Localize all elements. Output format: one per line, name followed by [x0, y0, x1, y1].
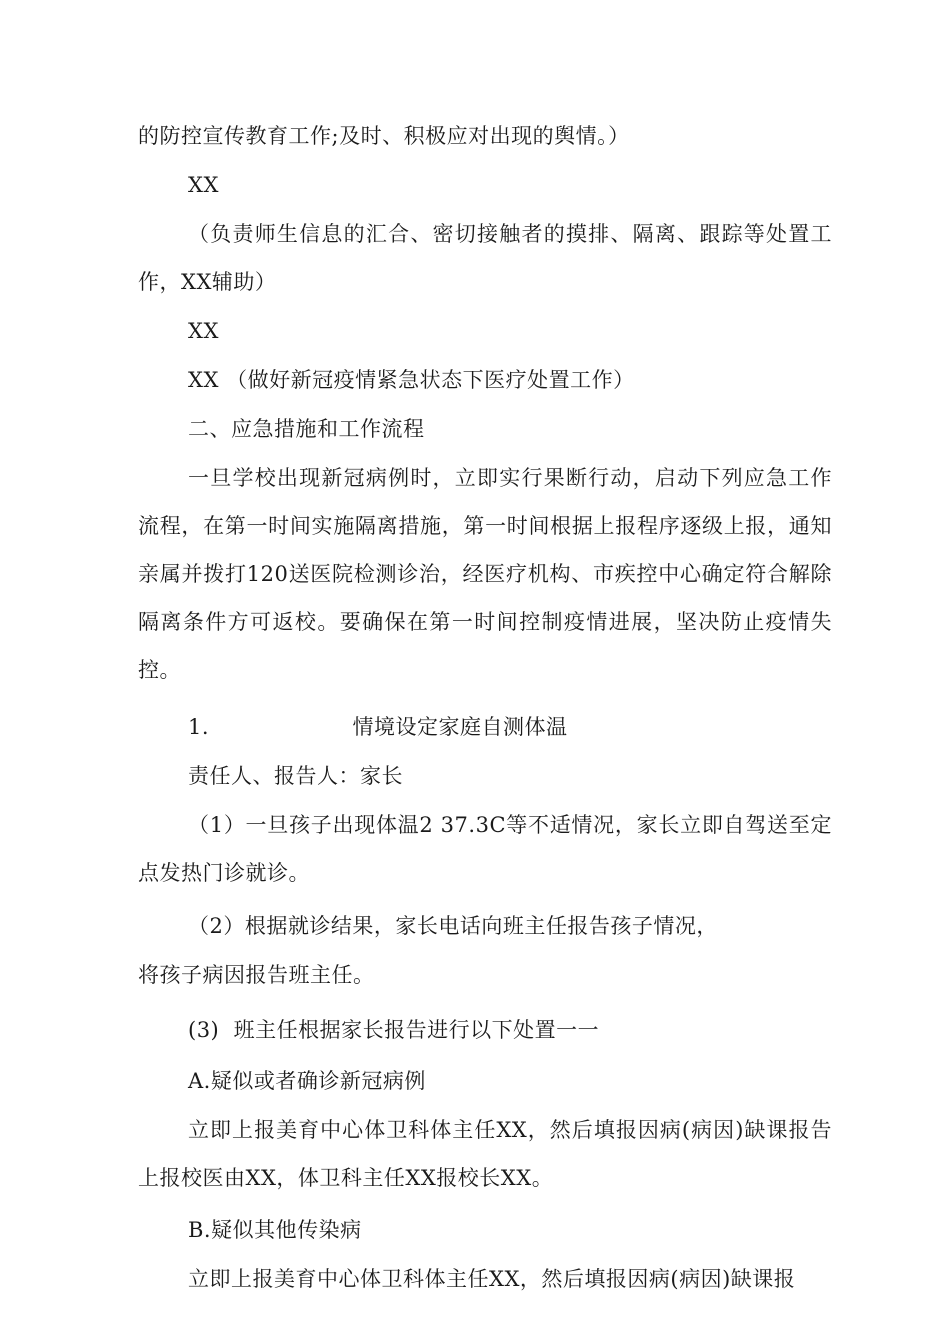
- paragraph-item-a: 立即上报美育中心体卫科体主任XX，然后填报因病(病因)缺课报告上报校医由XX，体卫科主任XX报校长XX。: [138, 1118, 832, 1190]
- paragraph-step-2-continuation: 将孩子病因报告班主任。: [138, 963, 375, 987]
- person-name-1: XX: [188, 173, 219, 197]
- paragraph-step-1: （1）一旦孩子出现体温2 37.3C等不适情况，家长立即自驾送至定点发热门诊就诊。: [138, 813, 832, 885]
- paragraph-duty-info: （负责师生信息的汇合、密切接触者的摸排、隔离、跟踪等处置工作，XX辅助）: [138, 222, 832, 294]
- paragraph-medical-duty: XX （做好新冠疫情紧急状态下医疗处置工作）: [188, 368, 635, 392]
- item-heading-a: A.疑似或者确诊新冠病例: [188, 1069, 426, 1093]
- paragraph-item-b: 立即上报美育中心体卫科体主任XX，然后填报因病(病因)缺课报: [188, 1267, 796, 1291]
- person-name-2: XX: [188, 319, 219, 343]
- paragraph-step-2: （2）根据就诊结果，家长电话向班主任报告孩子情况，: [188, 914, 718, 938]
- responsible-person-line: 责任人、报告人：家长: [188, 764, 403, 788]
- section-heading-2: 二、应急措施和工作流程: [188, 417, 425, 441]
- paragraph-continuation: 的防控宣传教育工作;及时、积极应对出现的舆情。）: [138, 124, 630, 148]
- paragraph-step-3: (3) 班主任根据家长报告进行以下处置一一: [188, 1018, 600, 1042]
- paragraph-emergency-process: 一旦学校出现新冠病例时，立即实行果断行动，启动下列应急工作流程，在第一时间实施隔离措施，第一时间根据上报程序逐级上报，通知亲属并拨打120送医院检测诊治，经医疗机构、市疾控中心确定符合解除隔离条件方可返校。要确保在第一时间控制疫情进展，坚决防止疫情失控。: [138, 466, 832, 682]
- item-heading-b: B.疑似其他传染病: [188, 1218, 362, 1242]
- subsection-heading-1: 1. 情境设定家庭自测体温: [188, 715, 568, 739]
